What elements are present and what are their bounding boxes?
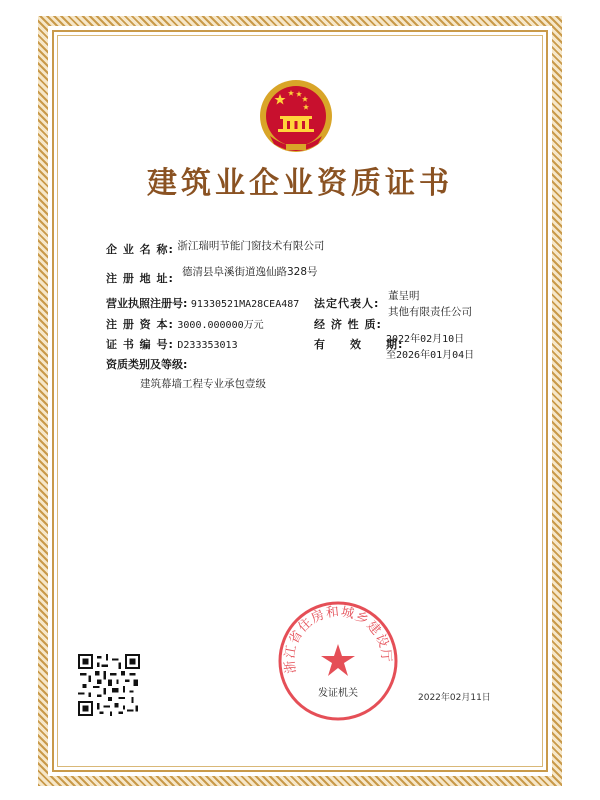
capital-row — [106, 316, 264, 332]
seal-arc-text: 浙江省住房和城乡建设厅 — [282, 604, 394, 675]
official-seal-icon — [275, 598, 401, 724]
capital-value: 3000.000000万元 — [177, 320, 264, 331]
category-value-wrap — [140, 376, 266, 391]
qr-code-icon — [78, 654, 140, 716]
economic-label: 经 济 性 质: — [314, 318, 382, 331]
economic-value: 其他有限责任公司 — [388, 306, 472, 318]
company-name-label: 企 业 名 称: — [106, 243, 174, 256]
issue-date: 2022年02月11日 — [418, 693, 491, 703]
category-label: 资质类别及等级: — [106, 358, 188, 371]
national-emblem-icon — [256, 78, 336, 156]
cert-no-label: 证 书 编 号: — [106, 338, 174, 351]
validity-from-value: 2022年02月10日 — [386, 334, 465, 345]
seal-sub-text: 发证机关 — [318, 688, 358, 699]
legal-rep-label: 法定代表人: — [314, 297, 380, 310]
economic-row — [314, 316, 382, 332]
company-name-row — [106, 241, 324, 257]
address-label: 注 册 地 址: — [106, 272, 174, 285]
address-value: 德清县阜溪街道逸仙路328号 — [182, 266, 318, 278]
category-value: 建筑幕墙工程专业承包壹级 — [140, 378, 266, 390]
validity-from-wrap — [386, 330, 464, 345]
validity-to-value: 至2026年01月04日 — [386, 350, 475, 361]
certificate-title: 建筑业企业资质证书 — [147, 166, 453, 201]
license-label: 营业执照注册号: — [106, 297, 188, 310]
capital-label: 注 册 资 本: — [106, 318, 174, 331]
company-name-value: 浙江瑞明节能门窗技术有限公司 — [177, 240, 325, 252]
validity-label: 有 效 期: — [314, 338, 404, 351]
license-row — [106, 295, 299, 311]
legal-rep-row — [314, 295, 379, 311]
license-value: 91330521MA28CEA487 — [190, 299, 300, 310]
address-row — [106, 270, 174, 286]
category-row — [106, 356, 187, 372]
address-value-wrap — [182, 264, 318, 279]
validity-to-wrap — [386, 346, 474, 361]
cert-no-row — [106, 336, 238, 352]
legal-rep-value: 董呈明 — [388, 290, 420, 302]
legal-rep-value-wrap — [388, 288, 420, 303]
economic-value-wrap — [388, 304, 472, 319]
cert-no-value: D233353013 — [177, 340, 238, 351]
